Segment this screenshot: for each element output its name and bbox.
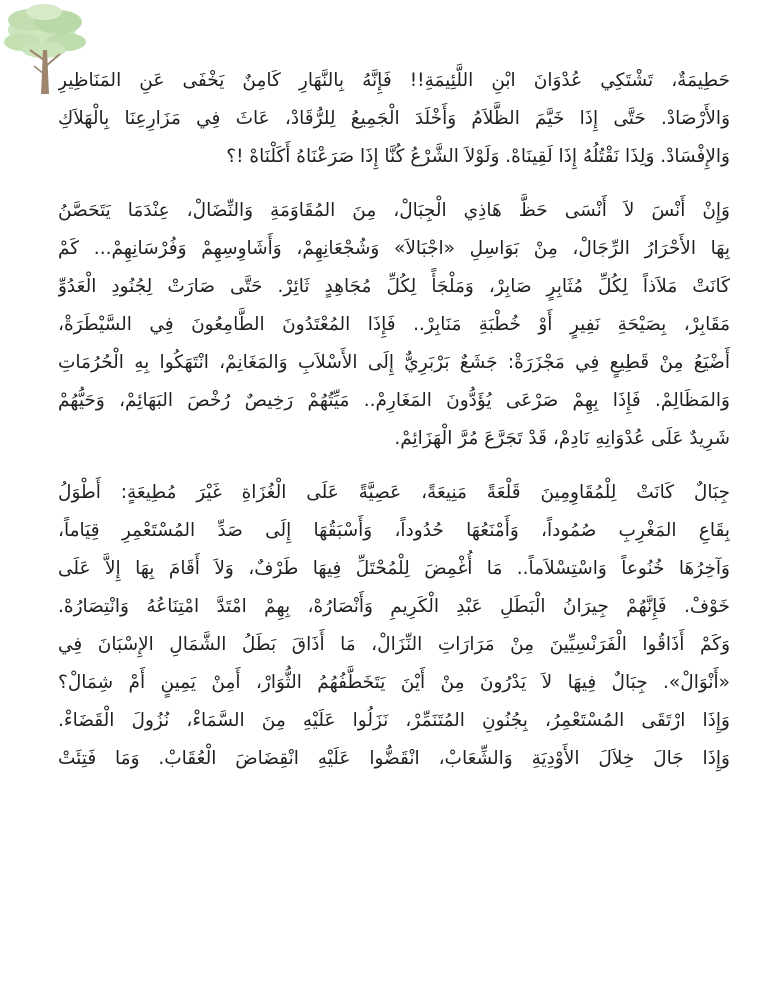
paragraph xyxy=(58,192,730,458)
text-line: كَانَتْ مَلاَذاً لِكُلِّ مُثَابِرٍ صَابِرْ، وَمَلْجَأً لِكُلِّ مُجَاهِدٍ ثَائِرْ. حَتَّى صَارَتْ لِجُنُودِ الْعَدُوِّ xyxy=(58,276,730,297)
paragraph xyxy=(58,474,730,778)
text-line: حَطِيمَةٌ، تَشْتَكِي عُدْوَانَ ابْنِ اللَّئِيمَةِ!! فَإِنَّهُ بِالنَّهَارِ كَامِنٌ يَخْفَى عَنِ المَنَاظِيرِ xyxy=(58,70,730,91)
text-line: بِقَاعِ المَغْرِبِ صُمُوداً، وَأَمْنَعُهَا حُدُوداً، وَأَسْبَقُهَا إِلَى صَدِّ المُسْتَعْمِرِ قِيَاماً، xyxy=(58,520,730,541)
text-line: وَإِنْ أَنْسَ لاَ أَنْسَى حَظَّ هَاذِي الْجِبَالْ، مِنَ المُقَاوَمَةِ وَالنِّضَالْ، عِنْدَمَا يَتَحَصَّنُ xyxy=(58,200,730,221)
text-line: وَكَمْ أَذَاقُوا الْفَرَنْسِيِّينَ مِنْ مَرَارَاتِ النِّزَالْ، مَا أَذَاقَ بَطَلُ الشَّمَالِ الإِسْبَانَ فِي xyxy=(58,634,730,655)
text-line: شَرِيدٌ عَلَى عُدْوَانِهِ نَادِمْ، قَدْ تَجَرَّعَ مُرَّ الْهَزَائِمْ. xyxy=(394,428,730,449)
text-line: وَآخِرُهَا خُنُوعاً وَاسْتِسْلاَماً.. مَا أُغْمِضَ لِلْمُحْتَلِّ فِيهَا طَرْفٌ، وَلاَ أَقَامَ بِهَا إِلاَّ عَلَى xyxy=(58,558,730,579)
text-line: وَإِذَا ارْتَقَى المُسْتَعْمِرُ، بِجُنُونِ المُتَنَمِّرْ، نَزَلُوا عَلَيْهِ مِنَ السَّمَاءْ، نُزُولَ الْقَضَاءْ. xyxy=(58,710,730,731)
text-line: وَإِذَا جَالَ خِلاَلَ الأَوْدِيَةِ وَالشِّعَابْ، انْقَضُّوا عَلَيْهِ انْقِضَاضَ الْعُقَابْ. وَمَا فَتِئَتْ xyxy=(58,748,730,769)
paragraph xyxy=(58,62,730,176)
text-line: جِبَالٌ كَانَتْ لِلْمُقَاوِمِينَ قَلْعَةً مَنِيعَةً، عَصِيَّةً عَلَى الْغُزَاةِ غَيْرَ مُطِيعَةٍ: أَطْوَلُ xyxy=(58,482,730,503)
text-line: خَوْفْ. فَإِنَّهُمْ جِيرَانُ الْبَطَلِ عَبْدِ الْكَرِيمِ وَأَنْصَارُهْ، بِهِمْ امْتَدَّ امْتِنَاعُهُ وَانْتِصَارُهْ. xyxy=(58,596,730,617)
text-line: بِهَا الأَحْرَارُ الرِّجَالْ، مِنْ بَوَاسِلِ «اجْبَالاَ» وَشُجْعَانِهِمْ، وَأَشَاوِسِهِمْ وَفُرْسَانِهِمْ... كَمْ xyxy=(58,238,730,259)
text-line: وَالأَرْصَادْ. حَتَّى إِذَا خَيَّمَ الظَّلاَمُ وَأَخْلَدَ الْجَمِيعُ لِلرُّقَادْ، عَاثَ فِي مَزَارِعِنَا بِالْهَلاَكِ xyxy=(58,108,730,129)
text-line: مَقَابِرْ، بِصَيْحَةِ نَفِيرٍ أَوْ خُطْبَةِ مَنَابِرْ.. فَإِذَا المُعْتَدُونَ الطَّامِعُونَ فِي السَّيْطَرَةْ، xyxy=(58,314,730,335)
text-line: وَالمَظَالِمْ. فَإِذَا بِهِمْ صَرْعَى يُؤَدُّونَ المَغَارِمْ.. مَيِّتُهُمْ رَخِيصٌ رُخْصَ البَهَائِمْ، وَحَيُّهُمْ xyxy=(58,390,730,411)
text-line: «أَنْوَالْ». جِبَالٌ فِيهَا لاَ يَدْرُونَ مِنْ أَيْنَ يَتَخَطَّفُهُمُ الثُّوَارْ، أَمِنْ يَمِينٍ أَمْ شِمَالْ؟ xyxy=(58,672,730,693)
text-line: وَالإِفْسَادْ. وَلِذَا نَقْتُلُهُ إِذَا لَقِينَاهْ. وَلَوْلاَ الشَّرْعُ كُنَّا إِذَا صَرَعْنَاهُ أَكَلْنَاهْ !؟ xyxy=(226,146,730,167)
page-body xyxy=(58,62,730,778)
text-line: أَضْيَعُ مِنْ قَطِيعٍ فِي مَجْزَرَةْ: جَشَعٌ بَرْبَرِيٌّ إِلَى الأَسْلاَبِ وَالمَغَانِمْ، انْتَهَكُوا بِهِ الْحُرُمَاتِ xyxy=(58,352,730,373)
